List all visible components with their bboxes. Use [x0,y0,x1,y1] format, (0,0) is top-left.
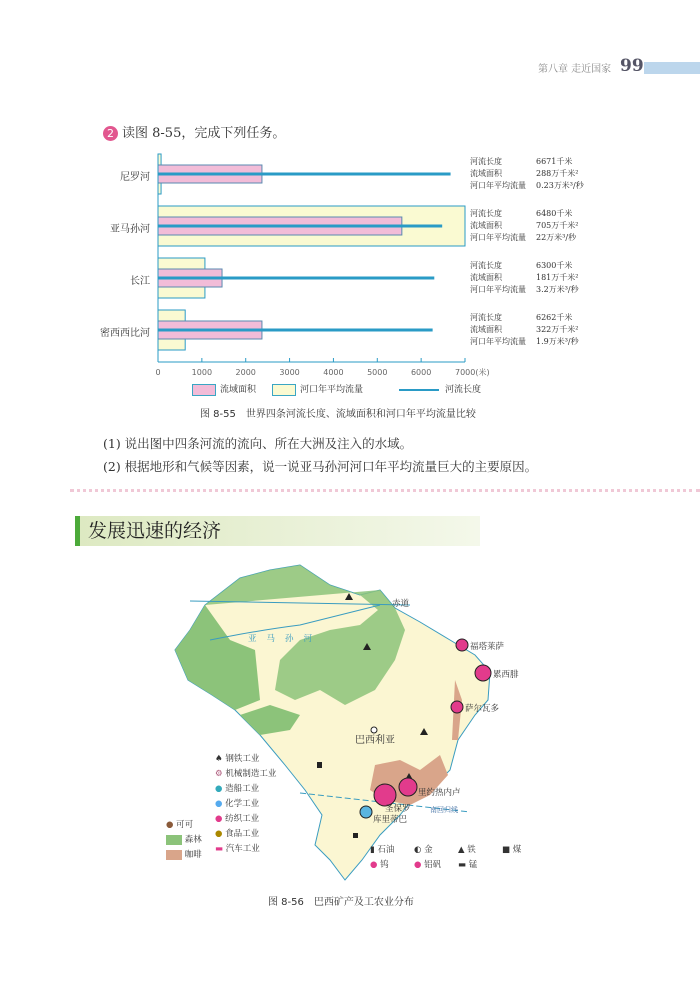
question-number: 2 [103,126,118,141]
task-2: (2) 根据地形和气候等因素，说一说亚马孙河河口年平均流量巨大的主要原因。 [103,459,538,474]
river-label: 尼罗河 [120,172,150,183]
river-label: 亚马孙河 [110,224,150,235]
map-label-brasilia: 巴西利亚 [355,735,395,746]
industry-legend: ♠ 钢铁工业 ⚙ 机械制造工业 ● 造船工业 ● 化学工业 ● 纺织工业 ● 食品工业 ▬ 汽车工业 [215,754,277,854]
map-label-recife: 累西腓 [493,670,519,680]
river-label: 密西西比河 [100,328,150,339]
legend-length: 河流长度 [379,382,481,395]
question-text: 读图 8-55，完成下列任务。 [122,126,286,141]
map-label-curitiba: 库里蒂巴 [373,815,408,825]
section-heading: 发展迅速的经济 [75,516,480,546]
chapter-header: 第八章 走近国家 [538,64,612,75]
task-1: (1) 说出图中四条河流的流向、所在大洲及注入的水域。 [103,436,413,451]
x-tick-label: 1000 [191,368,213,377]
river-info: 河流长度 6300千米 流域面积 181万千米² 河口年平均流量 3.2万米³/秒 [470,261,579,294]
x-tick-label: 4000 [323,368,344,377]
river-label: 长江 [130,276,150,287]
x-tick-label: 6000 [410,368,432,377]
x-tick-label: 3000 [279,368,300,377]
x-tick-label: 2000 [235,368,256,377]
map-label-fortaleza: 福塔莱萨 [470,642,505,652]
legend-area: 流域面积 [192,382,256,396]
map-label-saopaulo: 圣保罗 [385,804,411,814]
land-legend: ● 可可 森林 咖啡 [166,820,202,860]
map-caption: 图 8-56 巴西矿产及工农业分布 [268,897,414,908]
x-tick-label: 7000(米) [455,368,490,377]
mineral-legend: ▮ 石油 ◐ 金 ▲ 铁 ■ 煤 ● 钨 ● 铝矾 ▬ 锰 [370,845,522,870]
river-info: 河流长度 6262千米 流域面积 322万千米² 河口年平均流量 1.9万米³/秒 [470,313,579,346]
map-label-salvador: 萨尔瓦多 [465,704,500,714]
map-label-tropic: 南回归线 [430,806,458,814]
river-info: 河流长度 6671千米 流域面积 288万千米² 河口年平均流量 0.23万米³/秒 [470,157,584,190]
map-label-rio: 里约热内卢 [418,788,461,798]
legend-flow: 河口年平均流量 [272,382,363,396]
x-tick-label: 5000 [367,368,388,377]
page-number: 99 [620,56,644,76]
figure-caption: 图 8-55 世界四条河流长度、流域面积和河口年平均流量比较 [200,409,476,420]
river-info: 河流长度 6480千米 流域面积 705万千米² 河口年平均流量 22万米³/秒 [470,209,579,242]
x-tick-label: 0 [155,368,161,377]
map-label-equator: 赤道 [392,599,410,609]
map-label-amazon: 亚马孙河 [248,634,323,644]
